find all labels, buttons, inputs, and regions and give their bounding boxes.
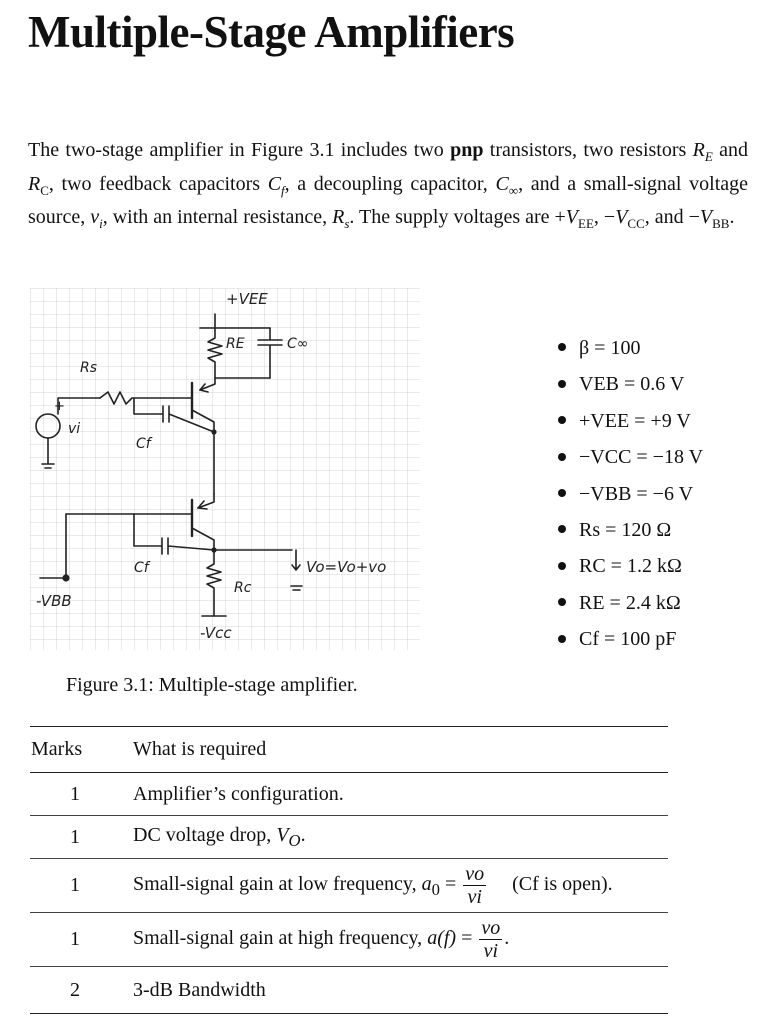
row-text: DC voltage drop, $V_O$. xyxy=(129,816,668,859)
row-marks: 1 xyxy=(30,773,129,816)
figure-caption: Figure 3.1: Multiple-stage amplifier. xyxy=(66,674,358,696)
row-text: Amplifier’s configuration. xyxy=(129,773,668,816)
row-text: Small-signal gain at low frequency, $a_0$ = $\frac{vo}{vi}$ (Cf is open). xyxy=(129,859,668,913)
graph-paper-grid xyxy=(30,288,420,650)
table-row xyxy=(30,859,668,913)
row-note: (Cf is open). xyxy=(512,873,613,896)
bullet-icon xyxy=(558,380,566,388)
param-item: RE = 2.4 kΩ xyxy=(558,589,703,625)
param-item: +VEE = +9 V xyxy=(558,407,703,443)
row-marks: 1 xyxy=(30,816,129,859)
table-header-row xyxy=(30,727,668,773)
vo-label: Vo=Vo+vo xyxy=(306,558,387,576)
bullet-icon xyxy=(558,598,566,606)
row-text: 3-dB Bandwidth xyxy=(133,978,266,1001)
param-item: VEB = 0.6 V xyxy=(558,370,703,406)
bullet-icon xyxy=(558,343,566,351)
circuit-figure xyxy=(30,288,420,650)
param-item: Rs = 120 Ω xyxy=(558,516,703,552)
vbb-label: -VBB xyxy=(36,592,72,610)
header-what: What is required xyxy=(129,727,668,773)
table-row xyxy=(30,913,668,967)
param-item: RC = 1.2 kΩ xyxy=(558,552,703,588)
cf-top-label: Cf xyxy=(136,436,151,452)
q1-collector-node xyxy=(211,429,216,434)
parameter-list xyxy=(558,334,703,662)
page-title: Multiple-Stage Amplifiers xyxy=(28,7,515,57)
bullet-icon xyxy=(558,416,566,424)
param-item: β = 100 xyxy=(558,334,703,370)
header-marks: Marks xyxy=(30,727,129,773)
intro-paragraph: The two-stage amplifier in Figure 3.1 includes two pnp transistors, two resistors $R_E$ and $R_C$, two feedback capacitors $C_f$, a decoupling capacitor, $C_\infty$, and a small-signal voltage source, $v_i$, with an internal resistance, $R_s$. The supply voltages are $+V_{EE}$, $-V_{CC}$, and $-V_{BB}$. xyxy=(28,139,748,231)
bullet-icon xyxy=(558,562,566,570)
param-item: −VCC = −18 V xyxy=(558,443,703,479)
vee-label: +VEE xyxy=(226,290,268,308)
bullet-icon xyxy=(558,453,566,461)
re-label: RE xyxy=(226,336,245,352)
rc-label: Rc xyxy=(234,580,252,596)
bullet-icon xyxy=(558,489,566,497)
param-item: −VBB = −6 V xyxy=(558,480,703,516)
gain-fraction: $\frac{vo}{vi}$ xyxy=(481,917,501,962)
row-text: Small-signal gain at high frequency, a(f) = $\frac{vo}{vi}$ . xyxy=(129,913,668,967)
table-row xyxy=(30,816,668,859)
bullet-icon xyxy=(558,635,566,643)
marks-table xyxy=(30,726,668,1014)
table-row xyxy=(30,773,668,816)
row-marks: 2 xyxy=(70,978,80,1001)
q2-collector-node xyxy=(211,547,216,552)
vcc-label: -Vcc xyxy=(200,624,232,642)
cinf-label: C∞ xyxy=(287,336,309,352)
vi-label: vi xyxy=(68,421,81,437)
row-marks: 1 xyxy=(30,859,129,913)
plus-label: + xyxy=(54,399,65,414)
row-marks: 1 xyxy=(30,913,129,967)
pnp-term: pnp xyxy=(450,139,484,161)
table-row xyxy=(30,967,668,1014)
rs-label: Rs xyxy=(80,360,98,376)
gain-fraction: $\frac{vo}{vi}$ xyxy=(465,863,485,908)
cf-bottom-label: Cf xyxy=(134,560,149,576)
param-item: Cf = 100 pF xyxy=(558,625,703,661)
bullet-icon xyxy=(558,525,566,533)
